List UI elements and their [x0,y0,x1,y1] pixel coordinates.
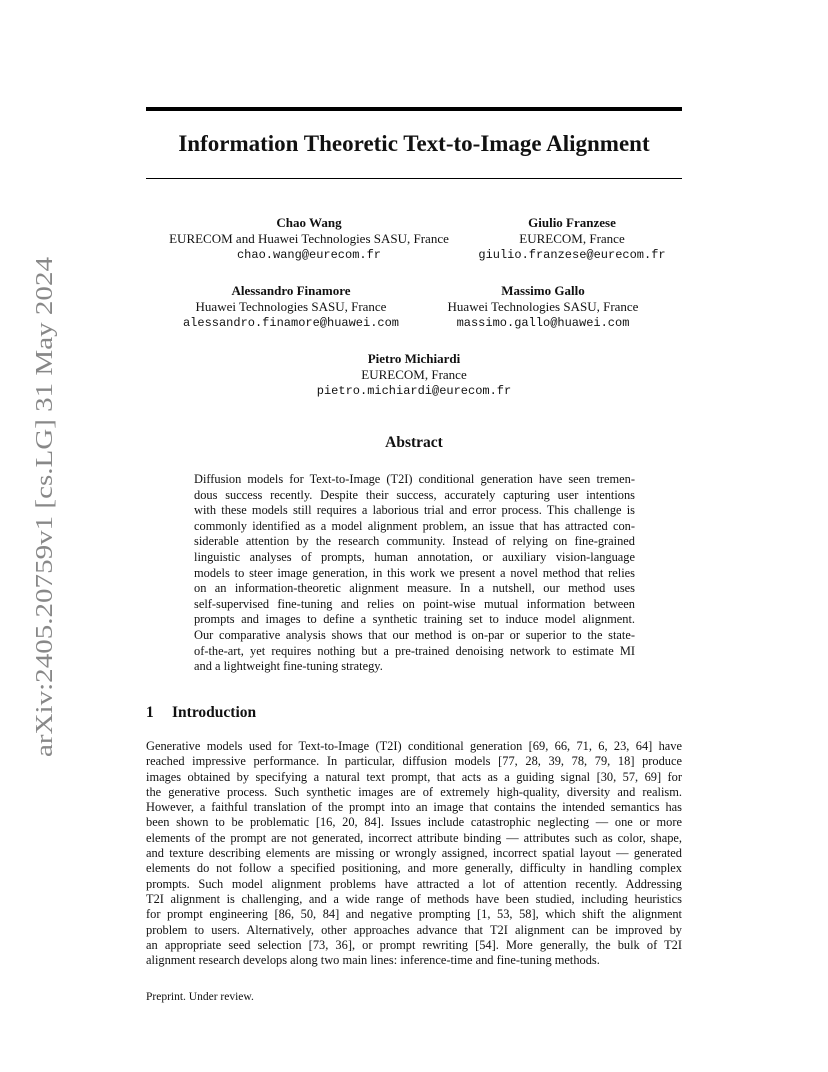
abstract-line: on an information-theoretic alignment measure. In a nutshell, our method uses [194,581,635,596]
arxiv-identifier-text: arXiv:2405.20759v1 [cs.LG] 31 May 2024 [31,335,58,757]
author-affiliation: EURECOM and Huawei Technologies SASU, France [169,231,449,246]
paper-title: Information Theoretic Text-to-Image Alignment [178,131,650,156]
abstract-body [194,472,635,675]
author-affiliation: Huawei Technologies SASU, France [447,299,639,314]
introduction-body [146,739,682,968]
abstract-line: linguistic analyses of prompts, human annotation, or auxiliary vision-language [194,549,635,564]
author-email[interactable]: giulio.franzese@eurecom.fr [478,248,666,262]
abstract-line: models to steer image generation, in this work we present a novel method that relies [194,565,635,580]
abstract-line: dous success recently. Despite their success, accurately capturing user intentions [194,487,635,502]
abstract-line: commonly identified as a model alignment problem, an issue that has attracted con- [194,518,635,533]
intro-line: and texture describing elements are missing or wrongly assigned, incorrect spatial layout — generated [146,846,682,861]
author-name: Alessandro Finamore [231,283,351,298]
abstract-line: Diffusion models for Text-to-Image (T2I) conditional generation have seen tremen- [194,472,635,486]
intro-line: prompts. Such model alignment problems have attracted a lot of attention recently. Addressing [146,876,682,891]
intro-line: alignment research develops along two main lines: inference-time and fine-tuning methods. [146,953,600,968]
author-block [296,351,532,399]
intro-line: reached impressive performance. In particular, diffusion models [77, 28, 39, 78, 79, 18] produce [146,754,682,769]
author-affiliation: Huawei Technologies SASU, France [195,299,387,314]
author-name: Giulio Franzese [528,215,616,230]
abstract-line: Our comparative analysis shows that our method is on-par or superior to the state- [194,627,635,642]
abstract-line: self-supervised fine-tuning and relies on point-wise mutual information between [194,596,635,611]
title-top-rule [146,107,682,111]
intro-line: the generative process. Such synthetic images are of extremely high-quality, diversity and realism. [146,784,682,799]
intro-line: for prompt engineering [86, 50, 84] and negative prompting [1, 53, 58], which shift the alignment [146,907,682,922]
author-block [432,283,654,331]
intro-line: images obtained by specifying a natural text prompt, that acts as a guiding signal [30, 57, 69] for [146,769,682,784]
author-email[interactable]: alessandro.finamore@huawei.com [182,316,400,330]
intro-line: However, a faithful translation of the prompt into an image that contains the intended semantics has [146,800,682,815]
author-name: Pietro Michiardi [367,351,461,366]
section-heading-introduction [146,703,256,723]
author-block [176,283,406,331]
intro-line: an appropriate seed selection [73, 36], or prompt rewriting [54]. More generally, the bulk of T2I [146,937,682,952]
intro-line: T2I alignment is challenging, and a wide range of methods have been studied, including heuristics [146,891,682,906]
arxiv-identifier-svg [22,252,62,762]
section-title: Introduction [172,704,257,721]
intro-line: elements of the prompt are not generated, incorrect attribute binding — attributes such as color, shape, [146,830,682,845]
abstract-line: and a lightweight fine-tuning strategy. [194,659,383,674]
author-email[interactable]: pietro.michiardi@eurecom.fr [316,384,512,398]
title-bottom-rule [146,178,682,179]
abstract-line: prompts and images to define a synthetic training set to induce model alignment. [194,612,635,627]
author-name: Massimo Gallo [501,283,585,298]
arxiv-identifier [22,252,62,762]
author-email[interactable]: massimo.gallo@huawei.com [456,316,630,330]
intro-line: been shown to be problematic [16, 20, 84]. Issues include catastrophic neglecting — one or more [146,815,682,830]
intro-line: Generative models used for Text-to-Image (T2I) conditional generation [69, 66, 71, 6, 23, 64] have [146,739,682,753]
author-affiliation: EURECOM, France [519,231,625,246]
preprint-footer: Preprint. Under review. [146,991,254,1003]
intro-line: elements do not follow a specified positioning, and more generally, difficulty in handling complex [146,861,682,876]
abstract-line: siderable attention by the research community. Instead of relying on fine-grained [194,534,635,549]
author-block [156,215,462,263]
author-affiliation: EURECOM, France [361,367,467,382]
abstract-line: of-the-art, yet requires nothing but a pre-trained denoising network to estimate MI [194,643,635,658]
author-block [470,215,674,263]
author-name: Chao Wang [276,215,342,230]
section-number: 1 [146,704,154,721]
abstract-heading: Abstract [385,434,443,451]
intro-line: problem to users. Alternatively, other approaches advance that T2I alignment can be improved by [146,922,682,937]
abstract-line: with these models still requires a laborious trial and error process. This challenge is [194,503,635,518]
author-email[interactable]: chao.wang@eurecom.fr [236,248,382,262]
